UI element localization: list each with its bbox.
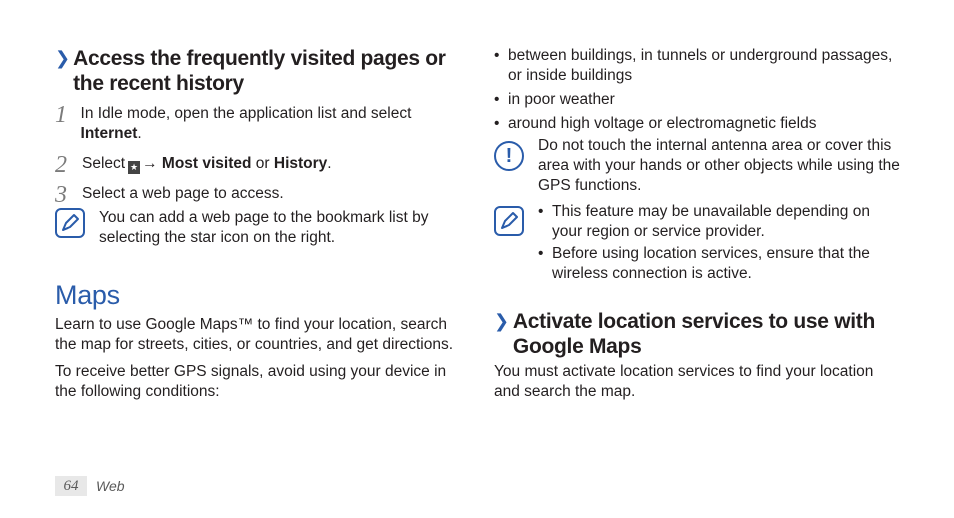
- list-item: • in poor weather: [494, 90, 904, 110]
- section2-text: You must activate location services to find your location and search the map.: [494, 363, 874, 400]
- step-number: 3: [55, 182, 67, 208]
- page-number: 64: [55, 476, 87, 496]
- list-item: • around high voltage or electromagnetic fields: [494, 114, 904, 134]
- step-3: 3 Select a web page to access.: [55, 182, 284, 208]
- list-item: • Before using location services, ensure that the wireless connection is active.: [538, 244, 884, 284]
- note-bookmark: You can add a web page to the bookmark list by selecting the star icon on the right.: [55, 208, 455, 248]
- note-location: [494, 202, 904, 284]
- note-bullets: [538, 202, 884, 284]
- step-number: 1: [55, 102, 67, 128]
- maps-intro: Learn to use Google Maps™ to find your location, search the map for streets, cities, or countries, and get directions.: [55, 316, 454, 353]
- chevron-right-icon: ❯: [55, 48, 71, 68]
- list-item: • This feature may be unavailable depending on your region or service provider.: [538, 202, 884, 242]
- warning-exclamation-icon: !: [494, 141, 524, 171]
- step-2: 2 Select ★ → Most visited or History.: [55, 152, 332, 178]
- conditions-list: [494, 46, 904, 134]
- note-pen-icon: [55, 208, 85, 238]
- section-heading-location: ❯ Activate location services to use with Google Maps: [494, 310, 875, 358]
- chevron-right-icon: ❯: [494, 311, 510, 331]
- step-number: 2: [55, 152, 67, 178]
- warning-antenna: ! Do not touch the internal antenna area or cover this area with your hands or other objects while using the GPS functions.: [494, 136, 904, 196]
- chapter-label: Web: [96, 478, 125, 494]
- section-heading-history: ❯ Access the frequently visited pages or the recent history: [55, 47, 446, 95]
- page-title: Maps: [55, 280, 120, 310]
- note-pen-icon: [494, 206, 524, 236]
- maps-gps-note: To receive better GPS signals, avoid using your device in the following conditions:: [55, 363, 447, 400]
- list-item: • between buildings, in tunnels or underground passages, or inside buildings: [494, 46, 904, 86]
- star-icon: ★: [130, 162, 139, 172]
- step-1: 1 In Idle mode, open the application list and select Internet.: [55, 102, 412, 142]
